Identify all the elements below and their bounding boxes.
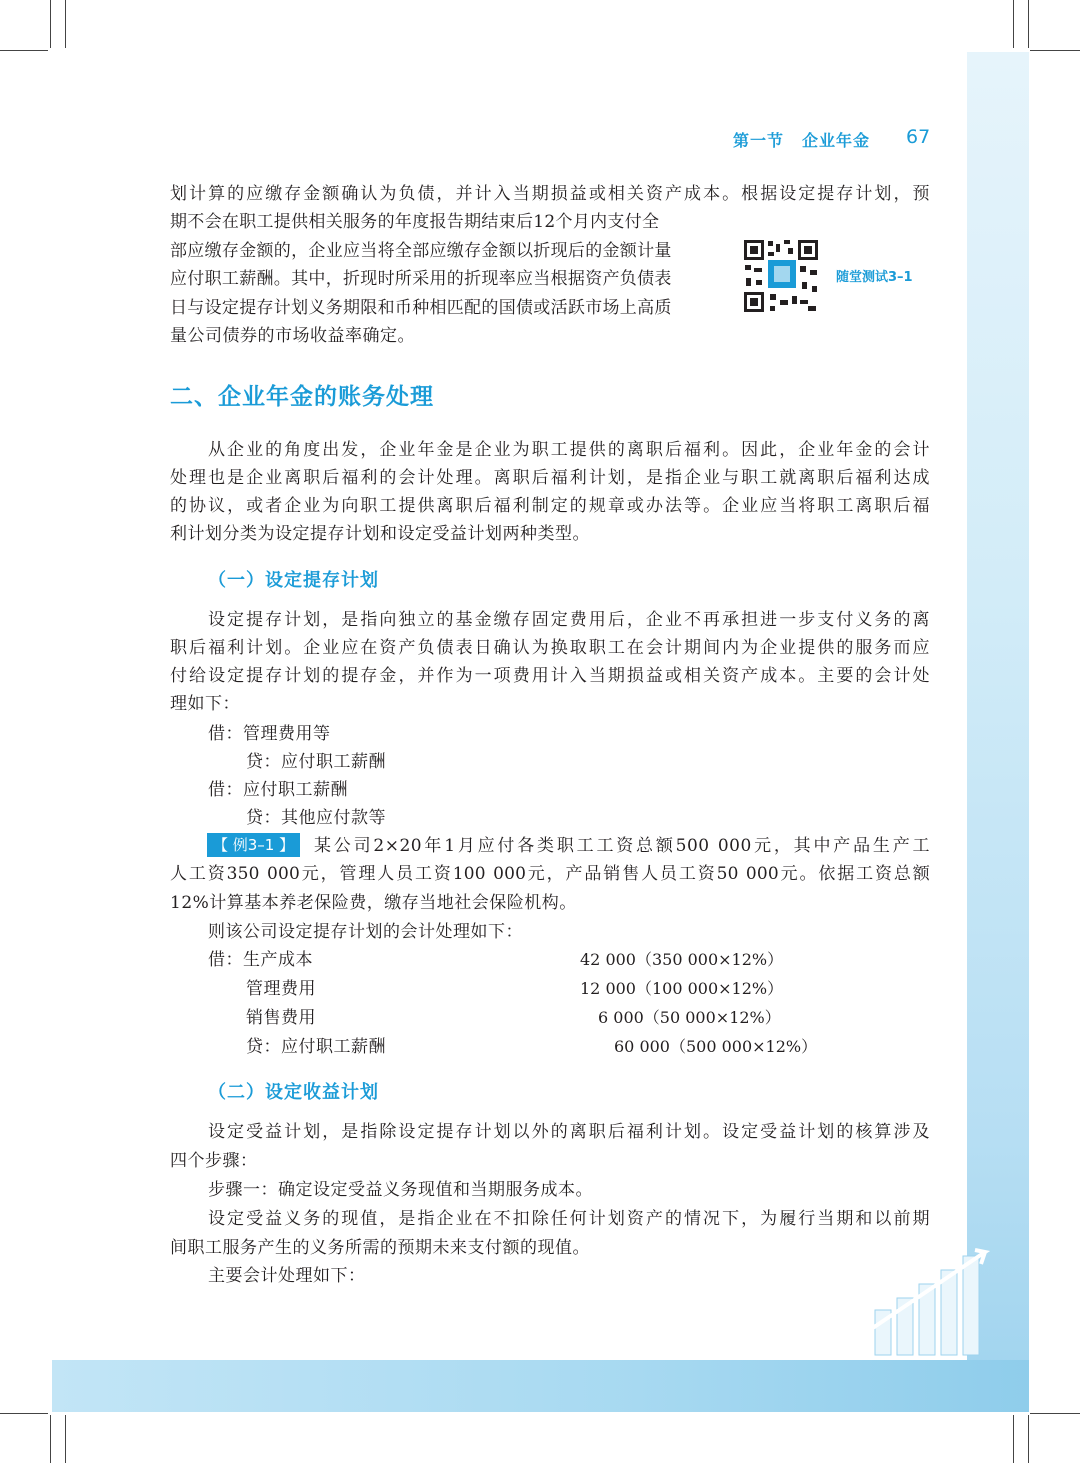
intro-line: 划计算的应缴存金额确认为负债，并计入当期损益或相关资产成本。根据设定提存计划，预: [170, 184, 930, 204]
subsection-heading-1: （一）设定提存计划: [208, 570, 379, 591]
crop-mark: [0, 1413, 48, 1414]
crop-mark: [1013, 1415, 1014, 1463]
bar-chart-decoration-icon: [835, 1240, 1025, 1360]
intro-line: 应付职工薪酬。其中，折现时所采用的折现率应当根据资产负债表: [170, 269, 672, 289]
sub1-para-line: 付给设定提存计划的提存金，并作为一项费用计入当期损益或相关资产成本。主要的会计处: [170, 666, 930, 686]
section-para-line: 的协议，或者企业为向职工提供离职后福利制定的规章或办法等。企业应当将职工离职后福: [170, 496, 930, 516]
crop-mark: [50, 0, 51, 48]
example-line: 12%计算基本养老保险费，缴存当地社会保险机构。: [170, 893, 577, 913]
example-tag: 【 例3–1 】: [207, 833, 300, 857]
journal-entry-credit: 贷：其他应付款等: [246, 808, 386, 828]
example-line: 人工资350 000元，管理人员工资100 000元，产品销售人员工资50 000元。依据工资总额: [170, 864, 930, 884]
crop-mark: [65, 1415, 66, 1463]
sub2-para-line: 设定受益义务的现值，是指企业在不扣除任何计划资产的情况下，为履行当期和以前期: [208, 1209, 930, 1229]
example-account: 管理费用: [246, 979, 316, 999]
subsection-heading-2: （二）设定收益计划: [208, 1082, 379, 1103]
example-account: 借：生产成本: [208, 950, 313, 970]
sub1-para-line: 职后福利计划。企业应在资产负债表日确认为换取职工在会计期间内为企业提供的服务而应: [170, 638, 930, 658]
intro-line: 日与设定提存计划义务期限和币种相匹配的国债或活跃市场上高质: [170, 298, 672, 318]
example-account: 销售费用: [246, 1008, 316, 1028]
crop-mark: [1030, 1413, 1080, 1414]
section-heading: 二、企业年金的账务处理: [170, 384, 434, 410]
sub1-para-line: 理如下：: [170, 694, 240, 714]
example-amount: 60 000（500 000×12%）: [614, 1037, 818, 1056]
sub2-para-line: 间职工服务产生的义务所需的预期未来支付额的现值。: [170, 1238, 590, 1258]
sub2-para-line: 设定受益计划，是指除设定提存计划以外的离职后福利计划。设定受益计划的核算涉及: [208, 1122, 930, 1142]
intro-line: 期不会在职工提供相关服务的年度报告期结束后12个月内支付全: [170, 212, 660, 232]
sub2-para-line: 主要会计处理如下：: [208, 1266, 366, 1286]
journal-entry-credit: 贷：应付职工薪酬: [246, 752, 386, 772]
example-account: 贷：应付职工薪酬: [246, 1037, 386, 1057]
section-label: 第一节: [733, 131, 785, 150]
running-head: [733, 128, 870, 151]
crop-mark: [1028, 0, 1029, 48]
section-para-line: 处理也是企业离职后福利的会计处理。离职后福利计划，是指企业与职工就离职后福利达成: [170, 468, 930, 488]
example-amount: 42 000（350 000×12%）: [580, 950, 784, 969]
qr-label: 随堂测试3–1: [836, 270, 913, 285]
sub2-para-line: 四个步骤：: [170, 1151, 258, 1171]
example-amount: 6 000（50 000×12%）: [598, 1008, 781, 1027]
crop-mark: [0, 50, 48, 51]
section-para-line: 从企业的角度出发，企业年金是企业为职工提供的离职后福利。因此，企业年金的会计: [208, 440, 930, 460]
section-para-line: 利计划分类为设定提存计划和设定受益计划两种类型。: [170, 524, 590, 544]
crop-mark: [65, 0, 66, 48]
intro-line: 量公司债券的市场收益率确定。: [170, 326, 415, 346]
sub2-para-line: 步骤一：确定设定受益义务现值和当期服务成本。: [208, 1180, 593, 1200]
right-decorative-band: [967, 52, 1029, 1412]
example-line: 某公司2×20年1月应付各类职工工资总额500 000元，其中产品生产工: [314, 836, 930, 856]
intro-line: 部应缴存金额的，企业应当将全部应缴存金额以折现后的金额计量: [170, 241, 672, 261]
bottom-decorative-band: [52, 1360, 1029, 1412]
example-amount: 12 000（100 000×12%）: [580, 979, 784, 998]
crop-mark: [50, 1415, 51, 1463]
journal-entry-debit: 借：管理费用等: [208, 724, 331, 744]
qr-code-icon[interactable]: [742, 238, 820, 314]
crop-mark: [1013, 0, 1014, 48]
page-number: 67: [906, 126, 931, 148]
journal-entry-debit: 借：应付职工薪酬: [208, 780, 348, 800]
example-line: 则该公司设定提存计划的会计处理如下：: [208, 922, 523, 942]
crop-mark: [1030, 50, 1080, 51]
crop-mark: [1028, 1415, 1029, 1463]
sub1-para-line: 设定提存计划，是指向独立的基金缴存固定费用后，企业不再承担进一步支付义务的离: [208, 610, 930, 630]
chapter-title: 企业年金: [802, 131, 871, 150]
